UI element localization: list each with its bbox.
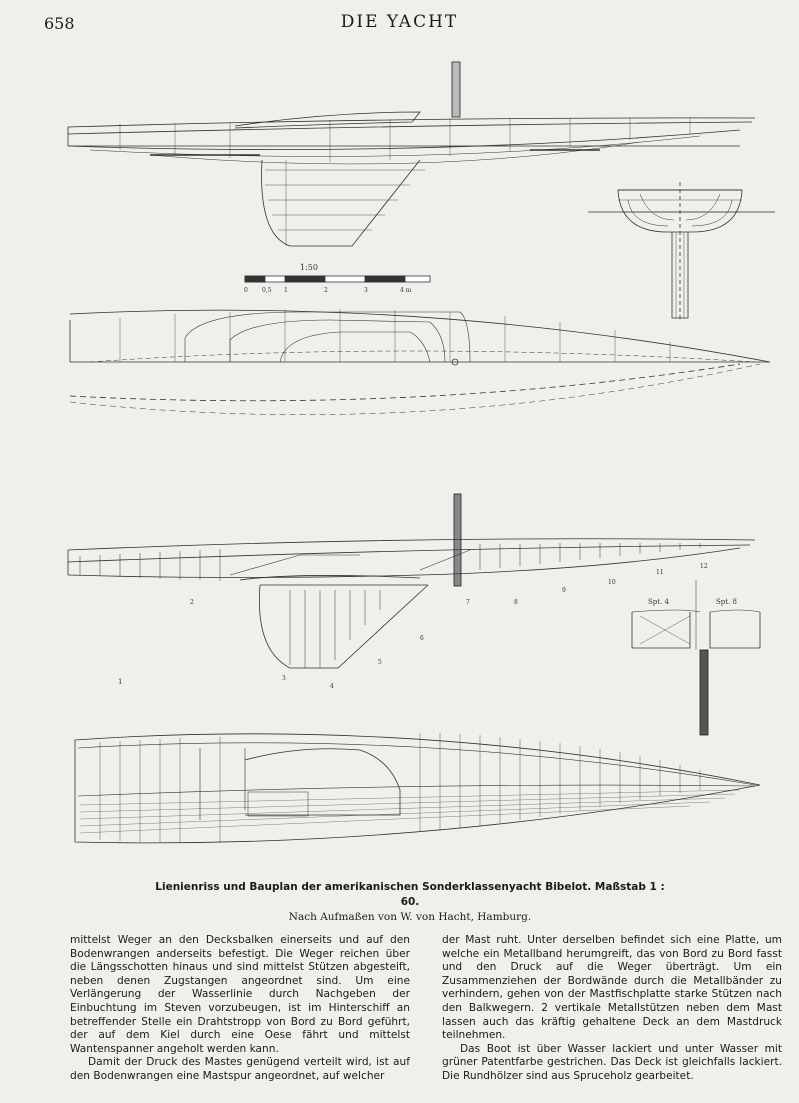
station-number: 2 — [190, 599, 194, 606]
running-title: DIE YACHT — [340, 12, 459, 32]
section-label-2: Spt. 8 — [716, 598, 737, 606]
station-number: 1 — [118, 678, 123, 686]
scale-tick-4: 3 — [364, 287, 368, 294]
deck-plan — [75, 733, 760, 843]
scale-tick-3: 2 — [324, 287, 328, 294]
station-number: 6 — [420, 635, 424, 642]
scale-tick-2: 1 — [284, 287, 288, 294]
station-number: 5 — [378, 659, 382, 666]
station-number: 11 — [656, 569, 664, 576]
page-number: 658 — [44, 14, 75, 33]
paragraph: mittelst Weger an den Decksbalken einerseits und auf den Bodenwrangen anderseits befestigt. Die Weger reichen über die Längsschotten hinaus und sind mittelst Stützen abgesteift, neben denen Zugstangen angeordnet sind. Um eine Verlängerung der Wasserlinie durch Nachgeben der Einbuchtung im Steven vorzubeugen, ist im Hinterschiff an betreffender Stelle ein Drahtstropp von Bord zu Bord geführt, der auf dem Kiel durch eine Oese fährt und mittelst Wantenspanner angeholt werden kann. — [70, 934, 410, 1055]
text-column-right — [442, 934, 782, 1084]
section-label-1: Spt. 4 — [648, 598, 669, 606]
scale-title: 1:50 — [300, 263, 318, 272]
station-number: 12 — [700, 563, 708, 570]
station-number: 4 — [330, 683, 334, 690]
station-number: 8 — [514, 599, 518, 606]
paragraph: der Mast ruht. Unter derselben befindet sich eine Platte, um welche ein Metallband herumgreift, das von Bord zu Bord fasst und den Druck auf die Weger überträgt. Um ein Zusammenziehen der Bordwände durch die Metallbänder zu verhindern, gehen von der Mastfischplatte starke Stützen nach den Balkwegern. 2 vertikale Metallstützen neben dem Mast lassen auch das kräftig gehaltene Deck an dem Mastdruck teilnehmen. — [442, 934, 782, 1042]
half-breadth-plan — [70, 309, 770, 415]
scale-tick-0: 0 — [244, 287, 248, 294]
body-plan-sections — [588, 182, 775, 320]
scale-tick-1: 0,5 — [262, 287, 272, 294]
station-number: 10 — [608, 579, 616, 586]
paragraph: Das Boot ist über Wasser lackiert und unter Wasser mit grüner Patentfarbe gestrichen. Das Deck ist gleichfalls lackiert. Die Rundhölzer sind aus Spruceholz gearbeitet. — [442, 1042, 782, 1082]
caption-line-1: Lienienriss und Bauplan der amerikanischen Sonderklassenyacht Bibelot. Maßstab 1 : 60. — [155, 881, 665, 908]
profile-lines-plan — [68, 62, 755, 246]
station-number: 3 — [282, 675, 286, 682]
station-number: 7 — [466, 599, 470, 606]
station-number: 9 — [562, 587, 566, 594]
paragraph: Damit der Druck des Mastes genügend verteilt wird, ist auf den Bodenwrangen eine Mastspur angeordnet, auf welcher — [70, 1056, 410, 1082]
scale-bar — [245, 276, 430, 282]
text-column-left — [70, 934, 410, 1084]
figure-caption — [150, 880, 670, 925]
scale-tick-5: 4 m — [400, 287, 412, 294]
construction-profile — [68, 494, 755, 668]
caption-line-2: Nach Aufmaßen von W. von Hacht, Hamburg. — [288, 911, 532, 923]
